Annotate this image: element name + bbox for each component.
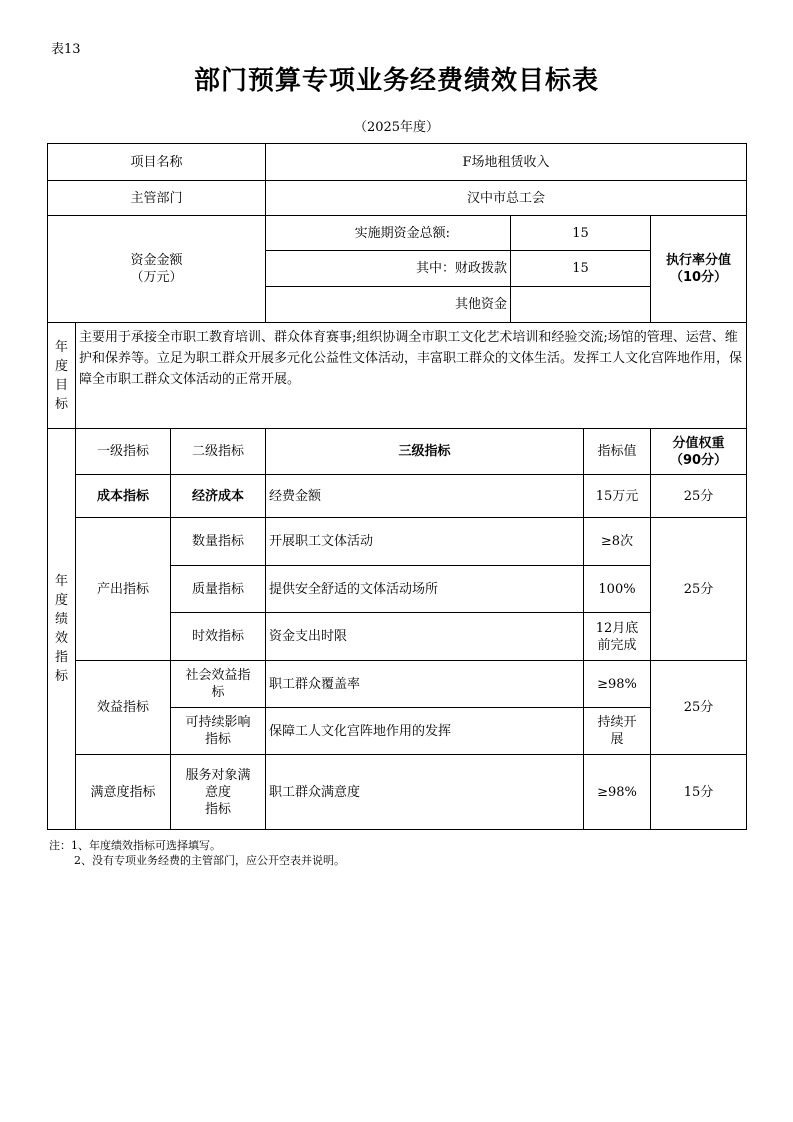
benefit-sustainable-level3: 保障工人文化宫阵地作用的发挥 (266, 708, 584, 755)
benefit-sustainable-value-line2: 展 (610, 732, 624, 747)
benefit-social-level2-line1: 社会效益指 (185, 668, 251, 683)
benefit-level1: 效益指标 (76, 661, 171, 755)
footnote-2: 2、没有专项业务经费的主管部门，应公开空表并说明。 (74, 854, 345, 867)
benefit-weight: 25分 (651, 661, 747, 755)
benefit-social-value: ≥98% (584, 661, 651, 708)
output-quality-level3: 提供安全舒适的文体活动场所 (266, 566, 584, 613)
other-funds-label: 其他资金 (266, 287, 511, 323)
header-weight-line1: 分值权重 (672, 435, 725, 451)
project-name-value: F场地租赁收入 (266, 144, 747, 181)
benefit-sustainable-value (584, 708, 651, 755)
annual-goal-label-char: 度 (54, 358, 68, 374)
benefit-social-level2-line2: 标 (211, 685, 225, 700)
annual-goal-label-char: 年 (54, 339, 68, 355)
annual-indicators-label-char: 标 (54, 669, 68, 684)
annual-indicators-label-char: 指 (54, 650, 68, 665)
output-timeliness-value (584, 613, 651, 661)
funds-label-line1: 资金金额 (130, 253, 183, 268)
annual-indicators-label-char: 年 (54, 574, 68, 589)
output-quality-value: 100% (584, 566, 651, 613)
execution-rate-line2: （10分） (669, 270, 728, 285)
header-value: 指标值 (584, 429, 651, 475)
satisfaction-level3: 职工群众满意度 (266, 755, 584, 830)
header-level3: 三级指标 (266, 429, 584, 475)
benefit-sustainable-level2-line1: 可持续影响 (185, 715, 251, 730)
budget-year: （2025年度） (353, 120, 440, 135)
annual-goal-label-char: 标 (54, 396, 68, 412)
annual-indicators-label-char: 绩 (54, 612, 68, 627)
annual-goal-label (48, 323, 76, 429)
header-level1: 一级指标 (76, 429, 171, 475)
benefit-sustainable-value-line1: 持续开 (597, 715, 637, 730)
page-title: 部门预算专项业务经费绩效目标表 (193, 66, 599, 96)
satisfaction-level2 (171, 755, 266, 830)
output-weight: 25分 (651, 518, 747, 661)
department-value: 汉中市总工会 (266, 181, 747, 216)
benefit-social-level2 (171, 661, 266, 708)
fiscal-funds-label: 其中：财政拨款 (266, 251, 511, 287)
header-weight-line2: （90分） (669, 452, 728, 468)
satisfaction-level2-line2: 意度 (204, 784, 231, 800)
annual-indicators-label (48, 429, 76, 830)
performance-indicators-table (47, 428, 747, 830)
satisfaction-level2-line3: 指标 (204, 801, 231, 817)
annual-goal-label-char: 目 (54, 377, 68, 393)
cost-level1: 成本指标 (76, 475, 171, 518)
satisfaction-level2-line1: 服务对象满 (185, 767, 251, 783)
total-funds-value: 15 (511, 216, 651, 251)
satisfaction-level1: 满意度指标 (76, 755, 171, 830)
project-name-label: 项目名称 (48, 144, 266, 181)
annual-indicators-label-char: 效 (54, 631, 68, 646)
output-timeliness-value-line1: 12月底 (595, 620, 639, 636)
output-timeliness-value-line2: 前完成 (597, 637, 637, 653)
output-quality-level2: 质量指标 (171, 566, 266, 613)
footnotes (49, 838, 345, 868)
output-quantity-value: ≥8次 (584, 518, 651, 566)
satisfaction-weight: 15分 (651, 755, 747, 830)
execution-rate-line1: 执行率分值 (666, 253, 732, 268)
other-funds-value (511, 287, 651, 323)
annual-indicators-label-char: 度 (54, 593, 68, 608)
footnote-1: 注：1、年度绩效指标可选择填写。 (49, 839, 221, 852)
table-number: 表13 (51, 42, 81, 57)
funds-label-line2: （万元） (130, 270, 183, 285)
benefit-sustainable-level2 (171, 708, 266, 755)
output-timeliness-level2: 时效指标 (171, 613, 266, 661)
cost-value: 15万元 (584, 475, 651, 518)
output-quantity-level2: 数量指标 (171, 518, 266, 566)
execution-rate-score (651, 216, 747, 323)
annual-goal-text: 主要用于承接全市职工教育培训、群众体育赛事;组织协调全市职工文化艺术培训和经验交流;场馆的管理、运营、维护和保养等。立足为职工群众开展多元化公益性文体活动，丰富职工群众的文体生活。发挥工人文化宫阵地作用，保障全市职工群众文体活动的正常开展。 (76, 323, 747, 429)
project-info-table (47, 143, 747, 429)
header-weight (651, 429, 747, 475)
benefit-sustainable-level2-line2: 指标 (204, 732, 231, 747)
cost-level2: 经济成本 (171, 475, 266, 518)
output-quantity-level3: 开展职工文体活动 (266, 518, 584, 566)
header-level2: 二级指标 (171, 429, 266, 475)
funds-label (48, 216, 266, 323)
total-funds-label: 实施期资金总额: (266, 216, 511, 251)
department-label: 主管部门 (48, 181, 266, 216)
fiscal-funds-value: 15 (511, 251, 651, 287)
output-level1: 产出指标 (76, 518, 171, 661)
output-timeliness-level3: 资金支出时限 (266, 613, 584, 661)
satisfaction-value: ≥98% (584, 755, 651, 830)
cost-level3: 经费金额 (266, 475, 584, 518)
benefit-social-level3: 职工群众覆盖率 (266, 661, 584, 708)
cost-weight: 25分 (651, 475, 747, 518)
